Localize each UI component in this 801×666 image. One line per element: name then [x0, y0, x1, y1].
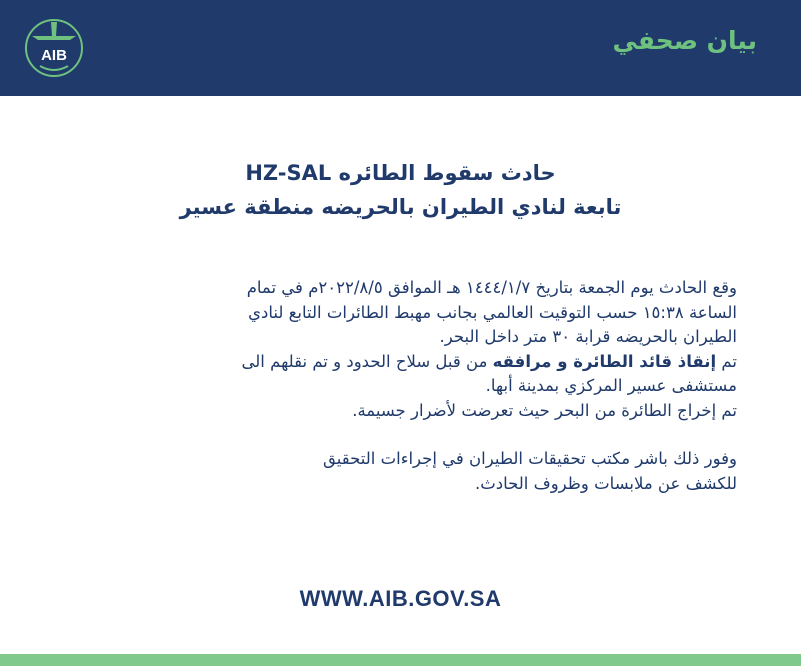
aib-logo-icon [22, 14, 86, 78]
incident-title [0, 156, 801, 224]
paragraph-line: مستشفى عسير المركزي بمدينة أبها. [485, 376, 737, 395]
website-link[interactable]: WWW.AIB.GOV.SA [299, 586, 502, 611]
footer-bar [0, 654, 801, 666]
paragraph-gap [47, 423, 737, 447]
incident-title-line-1: حادث سقوط الطائره HZ-SAL [245, 161, 556, 185]
paragraph-line: الساعة ١٥:٣٨ حسب التوقيت العالمي بجانب مهبط الطائرات التابع لنادي [248, 302, 737, 322]
incident-title-line-2: تابعة لنادي الطيران بالحريضه منطقة عسير [179, 195, 622, 219]
rescue-paragraph-line [47, 350, 737, 375]
paragraph-line: وقع الحادث يوم الجمعة بتاريخ ١٤٤٤/١/٧ هـ الموافق ٢٠٢٢/٨/٥م في تمام [246, 278, 737, 297]
rescue-prefix: تم [716, 351, 737, 371]
rescue-bold-text: إنقاذ قائد الطائرة و مرافقه [492, 351, 717, 371]
aib-logo-text: AIB [41, 47, 67, 64]
paragraph-line: وفور ذلك باشر مكتب تحقيقات الطيران في إجراءات التحقيق [323, 449, 737, 468]
press-release-title: بيان صحفي [612, 26, 757, 55]
statement-body [47, 276, 737, 496]
paragraph-line: الطيران بالحريضه قرابة ٣٠ متر داخل البحر. [439, 327, 737, 346]
paragraph-line: للكشف عن ملابسات وظروف الحادث. [474, 473, 737, 493]
paragraph-line: تم إخراج الطائرة من البحر حيث تعرضت لأضرار جسيمة. [352, 400, 737, 420]
rescue-suffix: من قبل سلاح الحدود و تم نقلهم الى [241, 351, 493, 371]
header-bar [0, 0, 801, 96]
